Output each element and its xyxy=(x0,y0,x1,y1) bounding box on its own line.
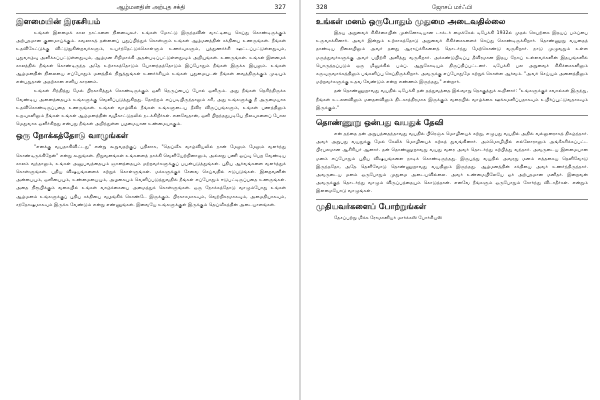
right-page-number: 328 xyxy=(316,4,328,11)
page-gutter xyxy=(299,0,301,400)
body-paragraph: இதய அறுவைச் சிகிச்சையின் முன்னோடியான டாக்டர் மைக்கேல் டிபேக்கி 1932ல் முதல் செயற்கை இதயப் பம்ப்பை உருவாக்கினார். அவர் இன்றும் உற்சாகத்தோடு அறுவைச் சிகிச்சைகளைச் செய்து கொண்டிருக்கிறார். தொண்ணூறு வயதைத் தாண்டிய நிலையிலும் அவர் தனது ஆராய்ச்சிகளைத் தொடர்ந்து மேற்கொண்டு வருகிறார். நாடு முழுவதும் உள்ள மருத்துவர்களுக்கு அவர் பயிற்சி அளித்து வருகிறார். அக்கண்டுபிடிப்பு தீவிரமான இதய நோய் உள்ளவர்களின் இதயங்களில் பொருத்தப்படும் ஒரு மினுக்கில் பம்ப். ஆறுகோடியும் திருப்திப்பட்டனர். டிபேக்கி பல அறுவைச் சிகிச்சைகளிலும் கருவுருவாக்கத்திலும் பங்களிப்பு செய்திருக்கிறார். அவருக்கு எப்போதுமே கற்றுக் கொள்ள ஆர்வம். "அவர் செய்யும் அனைத்திலும் மற்றவர்களுக்கு உதவ வேண்டும் என்ற எண்ணம் இருந்தது," என்றார். xyxy=(316,31,588,86)
body-paragraph: "எனக்கு வயதாகிவிட்டது" என்று கூறுவதற்குப் பதிலாக, "தெய்வீக வாழ்வியலில் நான் மேலும் மேலும் வளர்ந்து கொண்டிருக்கிறேன்" என்று கூறுங்கள். நிறுவனங்கள் உங்களைத் தாக்கி வெளியேற்றினாலும், அல்லது பணி ஓய்வு பெற வேண்டிய காலம் வந்தாலும், உங்கள் அனுபவத்தையும் ஞானத்தையும் மற்றவர்களுக்குப் பயன்படுத்துங்கள். புதிய ஆர்வங்களை வளர்த்துக் கொள்ளுங்கள். புதிய விஷயங்களைக் கற்றுக் கொள்ளுங்கள். மக்களுக்குச் சேவை செய்வதில் ஈடுபடுங்கள். இறைவனின் அன்பையும், ஒளியையும், உண்மையையும், அழகையும் வெளிப்படுத்துவதில் நீங்கள் எப்போதும் ஈடுபட்டிருப்பதை உணருங்கள். அதை நிரூபிக்கும் வகையில் உங்கள் வாழ்க்கையை அமைத்துக் கொள்ளுங்கள். ஒரு நோக்கத்தோடு வாழும்போது உங்கள் ஆழ்மனம் உங்களுக்குப் புதிய சக்தியை வழங்கிக் கொண்டே இருக்கும். பிரகாசமாகவும், வெற்றிகரமாகவும், அமைதியாகவும், சந்தோஷமாகவும் இருக்க வேண்டும் என்று எண்ணுங்கள். இவையே உங்களுக்குள் இருக்கும் தெய்வீகத்தின் அடையாளங்கள். xyxy=(16,145,286,208)
left-page-number: 327 xyxy=(274,4,286,11)
body-paragraph: தன் தொண்ணூறாவது வயதில் டிபேக்கி தன் தத்துவத்தை இவ்வாறு தொகுத்துக் கூறினார்: "உங்களுக்குச் சவால்கள் இருந்து, நீங்கள் உடலளவிலும் மனதளவிலும் திடகாத்திரமாக இருக்கும் வரையில் வாழ்க்கை ஊக்கமளிப்பதாகவும் உயிர்ப்பூட்டுவதாகவும் இருக்கும்." xyxy=(316,89,588,111)
left-running-head xyxy=(16,4,286,14)
section-heading: தொண்ணூறு ஒன்பது வயதுக் தேவி xyxy=(316,115,588,128)
right-header-title: ஜோசப் மர்ஃபி xyxy=(431,4,473,11)
section-heading: உங்கள் மனம் ஒருபோதும் முதுமை அடைவதில்லை xyxy=(316,17,506,26)
section-heading: முதியவர்களைப் போற்றுங்கள் xyxy=(316,199,588,212)
section-heading: ஒரு நோக்கத்தோடு வாழுங்கள் xyxy=(16,131,129,141)
right-page xyxy=(302,0,600,400)
body-paragraph: தேசப்பற்று மிக்க ரோமானியர் மார்க்கஸ் போர்சியஸ் xyxy=(334,215,443,221)
right-running-head xyxy=(316,4,588,14)
section-heading: இளமையின் இரகசியம் xyxy=(16,17,101,26)
body-paragraph: என் தந்தை தன் அறுபத்தைந்தாவது வயதில் பிரெஞ்சு மொழியைக் கற்று, எழுபது வயதில் அதில் வல்லுனராகத் திகழ்ந்தார். அவர் அறுபது வயதுக்கு மேல் கேலிக் மொழியைக் கற்கத் துவங்கினார். அம்மொழியில் எல்லோராலும் அங்கீகரிக்கப்பட்ட பிரபலமான ஆசிரியர் ஆனார். தன் தொண்ணூறாவது வயது வரை அவர் தொடர்ந்து கற்பித்து வந்தார். அவருடைய இளமையான மனம் எப்போதும் புதிய விஷயங்களை நாடிக் கொண்டிருந்தது. இருபத்து வயதில் அவரது மனம் எத்தகைய தெளிவோடு இருந்ததோ, அதே தெளிவோடு தொண்ணூறாவது வயதிலும் இருந்தது. ஆழ்மனத்தின் சக்தியை அவர் உணர்ந்திருந்தார். அவருடைய மனம் ஒருபோதும் முதுமை அடையவில்லை. அவர் உண்மையிலேயே ஓர் அற்புதமான மனிதர். இறைவன் அவருக்குத் தொடர்ந்து வாழும் விருப்பத்தையும் கொடுத்தான். எனவே நீங்களும் ஒருபோதும் சோர்ந்து விடாதீர்கள். என்றும் இளமையோடு வாழுங்கள். xyxy=(316,132,588,195)
body-paragraph: உங்கள் இளமைக் கால நாட்களை நினைவுகூர். உங்கள் மோட்டு இருந்தவின் வாட்டியை செய்து கொண்டிருக்கும் அற்புதமான குணமாய்க்கும். கவலாகத் தன்னைப் புதுப்பித்துக் கொள்ளும் உங்கள் ஆழ்மனத்தின் சக்தியை உணருங்கள். நீங்கள் உதவிகேட்டுக்கு விட்டுநுகின்றவர்களும், உயர்ந்தேட்டுக்கொள்ளும் உணர்வுகளும், புத்துணர்ச்சி ஊட்டப்பட்டுள்ளதுவும், புதுவாழ்வு அளிக்கப்பட்டுள்ளதுவும், ஆழ்மன சிறிமாக்கி அதன்படிப்பட்டுள்ளதுவும் அறியுங்கள். உணருங்கள். உங்கள் இளமைக் காலத்தில் நீங்கள் கொண்டிருந்த அதே உற்சாகத்தோடும் யோனந்தத்தோடும் இப்போதும் நீங்கள் இருக்க இயலும். உங்கள் ஆழ்மனதின் நிலையை எப்போதும் மனத்தில் நிறுத்துங்கள் உணர்ச்சியும் உங்கள் புதுமையுடன் நீங்கள் வைத்திருக்கும் முடியும் என்பதுதான் அதற்கான எளிய காரணம். xyxy=(16,31,286,86)
body-paragraph: உங்கள் சிந்தித்து மேல் பிரகாசித்துக் கொண்டிருக்கும் ஒளி நெருப்பைப் போல் ஒளிரும். அது நீங்கள் தெரிந்திருக்க வேண்டிய அனைத்தையும் உங்களுக்கு வெளிப்படுத்துகிறது. தோற்றம் எப்படியிருந்தாலும் சரி, அது உங்களுக்கு நீ அருமையாக உதவிகொண்டிருப்பதை உணருங்கள். உங்கள் வாழ்வில் நீங்கள் உங்களுடைய தீவிர விருப்பங்களும், உங்கள் பணத்திலும் உறவுகளிலும் நீங்கள் உங்கள் ஆழ்மனத்தின் வழிகாட்டுதலில் நடக்கிறீர்கள். எனவேதான், ஒளி பிறந்ததுபடியே நிலவுகளைப் போல மெதுவாக ஒளிர்கிறது என்பது நீங்கள் அறிந்துள்ள பழமையான உண்மையாகும். xyxy=(16,89,286,128)
left-header-title: ஆழ்மனதின் அற்புத சக்தி xyxy=(116,4,186,11)
